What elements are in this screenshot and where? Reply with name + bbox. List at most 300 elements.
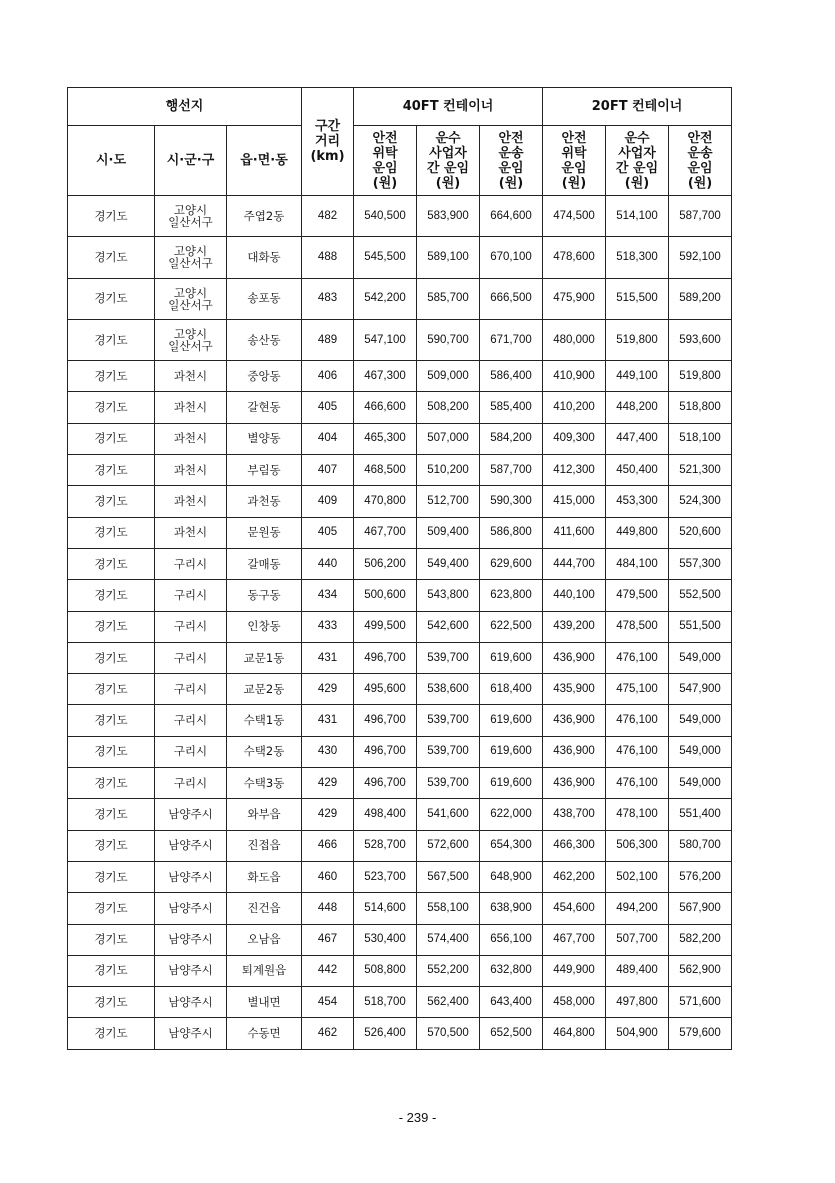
rate-40ft-consigned-cell: 498,400 bbox=[354, 799, 417, 830]
rate-40ft-consigned-cell: 467,700 bbox=[354, 517, 417, 548]
rate-20ft-consigned-cell: 439,200 bbox=[543, 611, 606, 642]
header-20ft-carrier-rate: 운수 사업자 간 운임 (원) bbox=[606, 126, 669, 196]
table-body bbox=[68, 196, 732, 1050]
table-row bbox=[68, 196, 732, 237]
rate-40ft-carrier-cell: 589,100 bbox=[417, 237, 480, 278]
sido-cell: 경기도 bbox=[68, 861, 155, 892]
rate-40ft-carrier-cell: 572,600 bbox=[417, 830, 480, 861]
sido-cell: 경기도 bbox=[68, 611, 155, 642]
rate-40ft-safety-cell: 619,600 bbox=[480, 736, 543, 767]
header-40ft-group: 40FT 컨테이너 bbox=[354, 88, 543, 126]
header-eup-myeon-dong: 읍·면·동 bbox=[227, 126, 302, 196]
rate-20ft-safety-cell: 519,800 bbox=[669, 361, 732, 392]
rate-20ft-consigned-cell: 436,900 bbox=[543, 642, 606, 673]
rate-20ft-consigned-cell: 474,500 bbox=[543, 196, 606, 237]
rate-40ft-safety-cell: 590,300 bbox=[480, 486, 543, 517]
rate-20ft-safety-cell: 567,900 bbox=[669, 893, 732, 924]
rate-40ft-carrier-cell: 549,400 bbox=[417, 548, 480, 579]
header-40ft-carrier-rate: 운수 사업자 간 운임 (원) bbox=[417, 126, 480, 196]
rate-40ft-consigned-cell: 526,400 bbox=[354, 1018, 417, 1049]
rate-20ft-safety-cell: 589,200 bbox=[669, 278, 732, 319]
header-20ft-consigned-rate: 안전 위탁 운임 (원) bbox=[543, 126, 606, 196]
rate-20ft-carrier-cell: 479,500 bbox=[606, 580, 669, 611]
rate-20ft-consigned-cell: 436,900 bbox=[543, 768, 606, 799]
rate-40ft-consigned-cell: 518,700 bbox=[354, 987, 417, 1018]
distance-cell: 489 bbox=[302, 319, 354, 360]
dong-cell: 교문1동 bbox=[227, 642, 302, 673]
sido-cell: 경기도 bbox=[68, 987, 155, 1018]
sigungu-cell: 구리시 bbox=[155, 705, 227, 736]
dong-cell: 주엽2동 bbox=[227, 196, 302, 237]
rate-40ft-safety-cell: 586,400 bbox=[480, 361, 543, 392]
rate-40ft-consigned-cell: 547,100 bbox=[354, 319, 417, 360]
rate-20ft-consigned-cell: 458,000 bbox=[543, 987, 606, 1018]
rate-20ft-safety-cell: 547,900 bbox=[669, 674, 732, 705]
sido-cell: 경기도 bbox=[68, 830, 155, 861]
dong-cell: 별내면 bbox=[227, 987, 302, 1018]
rate-40ft-carrier-cell: 562,400 bbox=[417, 987, 480, 1018]
rate-40ft-carrier-cell: 507,000 bbox=[417, 423, 480, 454]
rate-20ft-safety-cell: 520,600 bbox=[669, 517, 732, 548]
table-row bbox=[68, 799, 732, 830]
rate-40ft-consigned-cell: 468,500 bbox=[354, 455, 417, 486]
dong-cell: 오남읍 bbox=[227, 924, 302, 955]
rate-40ft-carrier-cell: 538,600 bbox=[417, 674, 480, 705]
rate-20ft-carrier-cell: 448,200 bbox=[606, 392, 669, 423]
rate-20ft-consigned-cell: 410,200 bbox=[543, 392, 606, 423]
rate-20ft-carrier-cell: 507,700 bbox=[606, 924, 669, 955]
rate-40ft-carrier-cell: 552,200 bbox=[417, 955, 480, 986]
distance-cell: 442 bbox=[302, 955, 354, 986]
dong-cell: 수택3동 bbox=[227, 768, 302, 799]
header-20ft-safety-rate: 안전 운송 운임 (원) bbox=[669, 126, 732, 196]
rate-40ft-safety-cell: 654,300 bbox=[480, 830, 543, 861]
rate-40ft-carrier-cell: 510,200 bbox=[417, 455, 480, 486]
sido-cell: 경기도 bbox=[68, 517, 155, 548]
rate-40ft-safety-cell: 632,800 bbox=[480, 955, 543, 986]
rate-40ft-carrier-cell: 509,400 bbox=[417, 517, 480, 548]
sigungu-cell: 과천시 bbox=[155, 455, 227, 486]
rate-40ft-consigned-cell: 506,200 bbox=[354, 548, 417, 579]
rate-40ft-consigned-cell: 465,300 bbox=[354, 423, 417, 454]
rate-40ft-safety-cell: 619,600 bbox=[480, 705, 543, 736]
rate-40ft-carrier-cell: 574,400 bbox=[417, 924, 480, 955]
rate-40ft-consigned-cell: 530,400 bbox=[354, 924, 417, 955]
sigungu-cell: 과천시 bbox=[155, 392, 227, 423]
sigungu-cell: 구리시 bbox=[155, 611, 227, 642]
rate-20ft-consigned-cell: 444,700 bbox=[543, 548, 606, 579]
table-row bbox=[68, 278, 732, 319]
rate-40ft-carrier-cell: 508,200 bbox=[417, 392, 480, 423]
sigungu-cell: 남양주시 bbox=[155, 861, 227, 892]
rate-40ft-consigned-cell: 496,700 bbox=[354, 705, 417, 736]
rate-20ft-carrier-cell: 476,100 bbox=[606, 768, 669, 799]
rate-20ft-carrier-cell: 506,300 bbox=[606, 830, 669, 861]
dong-cell: 대화동 bbox=[227, 237, 302, 278]
dong-cell: 교문2동 bbox=[227, 674, 302, 705]
rate-20ft-safety-cell: 549,000 bbox=[669, 736, 732, 767]
sigungu-cell: 남양주시 bbox=[155, 987, 227, 1018]
dong-cell: 송포동 bbox=[227, 278, 302, 319]
rate-40ft-carrier-cell: 539,700 bbox=[417, 642, 480, 673]
sido-cell: 경기도 bbox=[68, 486, 155, 517]
sido-cell: 경기도 bbox=[68, 736, 155, 767]
table-row bbox=[68, 893, 732, 924]
rate-20ft-consigned-cell: 410,900 bbox=[543, 361, 606, 392]
rate-40ft-consigned-cell: 528,700 bbox=[354, 830, 417, 861]
dong-cell: 갈현동 bbox=[227, 392, 302, 423]
rate-20ft-safety-cell: 571,600 bbox=[669, 987, 732, 1018]
distance-cell: 466 bbox=[302, 830, 354, 861]
rate-40ft-safety-cell: 619,600 bbox=[480, 768, 543, 799]
rate-20ft-safety-cell: 549,000 bbox=[669, 768, 732, 799]
dong-cell: 수택2동 bbox=[227, 736, 302, 767]
rate-40ft-safety-cell: 671,700 bbox=[480, 319, 543, 360]
distance-cell: 407 bbox=[302, 455, 354, 486]
sido-cell: 경기도 bbox=[68, 548, 155, 579]
distance-cell: 454 bbox=[302, 987, 354, 1018]
sido-cell: 경기도 bbox=[68, 768, 155, 799]
header-distance: 구간 거리 (km) bbox=[302, 88, 354, 196]
sigungu-cell: 고양시 일산서구 bbox=[155, 237, 227, 278]
rate-40ft-carrier-cell: 567,500 bbox=[417, 861, 480, 892]
rate-20ft-consigned-cell: 449,900 bbox=[543, 955, 606, 986]
header-sigungu: 시·군·구 bbox=[155, 126, 227, 196]
rate-40ft-safety-cell: 619,600 bbox=[480, 642, 543, 673]
dong-cell: 수동면 bbox=[227, 1018, 302, 1049]
dong-cell: 과천동 bbox=[227, 486, 302, 517]
rate-20ft-consigned-cell: 411,600 bbox=[543, 517, 606, 548]
rate-20ft-safety-cell: 549,000 bbox=[669, 705, 732, 736]
header-row-2 bbox=[68, 126, 732, 196]
rate-40ft-safety-cell: 587,700 bbox=[480, 455, 543, 486]
rate-20ft-carrier-cell: 514,100 bbox=[606, 196, 669, 237]
distance-cell: 430 bbox=[302, 736, 354, 767]
rate-40ft-safety-cell: 584,200 bbox=[480, 423, 543, 454]
sigungu-cell: 고양시 일산서구 bbox=[155, 278, 227, 319]
sigungu-cell: 과천시 bbox=[155, 517, 227, 548]
rate-20ft-safety-cell: 579,600 bbox=[669, 1018, 732, 1049]
distance-cell: 467 bbox=[302, 924, 354, 955]
rate-20ft-consigned-cell: 475,900 bbox=[543, 278, 606, 319]
rate-20ft-safety-cell: 593,600 bbox=[669, 319, 732, 360]
sigungu-cell: 구리시 bbox=[155, 642, 227, 673]
rate-20ft-consigned-cell: 462,200 bbox=[543, 861, 606, 892]
rate-40ft-safety-cell: 643,400 bbox=[480, 987, 543, 1018]
rate-40ft-carrier-cell: 539,700 bbox=[417, 705, 480, 736]
header-40ft-consigned-rate: 안전 위탁 운임 (원) bbox=[354, 126, 417, 196]
sido-cell: 경기도 bbox=[68, 196, 155, 237]
rate-20ft-carrier-cell: 476,100 bbox=[606, 705, 669, 736]
rate-20ft-consigned-cell: 464,800 bbox=[543, 1018, 606, 1049]
table-row bbox=[68, 642, 732, 673]
header-sido: 시·도 bbox=[68, 126, 155, 196]
rate-20ft-safety-cell: 551,500 bbox=[669, 611, 732, 642]
rate-40ft-carrier-cell: 541,600 bbox=[417, 799, 480, 830]
rate-40ft-safety-cell: 586,800 bbox=[480, 517, 543, 548]
dong-cell: 진건읍 bbox=[227, 893, 302, 924]
rate-20ft-carrier-cell: 494,200 bbox=[606, 893, 669, 924]
rate-20ft-carrier-cell: 484,100 bbox=[606, 548, 669, 579]
sigungu-cell: 구리시 bbox=[155, 768, 227, 799]
distance-cell: 404 bbox=[302, 423, 354, 454]
distance-cell: 429 bbox=[302, 674, 354, 705]
table-row bbox=[68, 361, 732, 392]
sido-cell: 경기도 bbox=[68, 423, 155, 454]
sigungu-cell: 남양주시 bbox=[155, 799, 227, 830]
rate-40ft-safety-cell: 629,600 bbox=[480, 548, 543, 579]
rate-20ft-carrier-cell: 449,800 bbox=[606, 517, 669, 548]
rate-20ft-safety-cell: 576,200 bbox=[669, 861, 732, 892]
distance-cell: 460 bbox=[302, 861, 354, 892]
dong-cell: 화도읍 bbox=[227, 861, 302, 892]
sigungu-cell: 고양시 일산서구 bbox=[155, 319, 227, 360]
rate-20ft-carrier-cell: 475,100 bbox=[606, 674, 669, 705]
rate-20ft-consigned-cell: 438,700 bbox=[543, 799, 606, 830]
rate-40ft-consigned-cell: 545,500 bbox=[354, 237, 417, 278]
table-row bbox=[68, 517, 732, 548]
table-row bbox=[68, 768, 732, 799]
rate-20ft-carrier-cell: 518,300 bbox=[606, 237, 669, 278]
rate-40ft-safety-cell: 670,100 bbox=[480, 237, 543, 278]
sido-cell: 경기도 bbox=[68, 237, 155, 278]
distance-cell: 405 bbox=[302, 392, 354, 423]
rate-20ft-safety-cell: 521,300 bbox=[669, 455, 732, 486]
rate-20ft-carrier-cell: 449,100 bbox=[606, 361, 669, 392]
table-row bbox=[68, 455, 732, 486]
dong-cell: 수택1동 bbox=[227, 705, 302, 736]
rate-40ft-carrier-cell: 558,100 bbox=[417, 893, 480, 924]
rate-20ft-safety-cell: 518,800 bbox=[669, 392, 732, 423]
table-row bbox=[68, 486, 732, 517]
rate-20ft-carrier-cell: 476,100 bbox=[606, 642, 669, 673]
sido-cell: 경기도 bbox=[68, 642, 155, 673]
sigungu-cell: 구리시 bbox=[155, 736, 227, 767]
distance-cell: 431 bbox=[302, 705, 354, 736]
table-row bbox=[68, 392, 732, 423]
rate-40ft-consigned-cell: 523,700 bbox=[354, 861, 417, 892]
dong-cell: 퇴계원읍 bbox=[227, 955, 302, 986]
distance-cell: 462 bbox=[302, 1018, 354, 1049]
table-row bbox=[68, 705, 732, 736]
rate-20ft-safety-cell: 518,100 bbox=[669, 423, 732, 454]
table-row bbox=[68, 319, 732, 360]
rate-40ft-safety-cell: 648,900 bbox=[480, 861, 543, 892]
distance-cell: 440 bbox=[302, 548, 354, 579]
sido-cell: 경기도 bbox=[68, 361, 155, 392]
rate-40ft-consigned-cell: 466,600 bbox=[354, 392, 417, 423]
rate-20ft-carrier-cell: 478,100 bbox=[606, 799, 669, 830]
sigungu-cell: 남양주시 bbox=[155, 955, 227, 986]
sido-cell: 경기도 bbox=[68, 705, 155, 736]
table-row bbox=[68, 423, 732, 454]
rate-20ft-carrier-cell: 476,100 bbox=[606, 736, 669, 767]
rate-20ft-carrier-cell: 453,300 bbox=[606, 486, 669, 517]
rate-40ft-consigned-cell: 500,600 bbox=[354, 580, 417, 611]
rate-20ft-safety-cell: 551,400 bbox=[669, 799, 732, 830]
distance-cell: 483 bbox=[302, 278, 354, 319]
header-row-1 bbox=[68, 88, 732, 126]
rate-40ft-consigned-cell: 470,800 bbox=[354, 486, 417, 517]
sido-cell: 경기도 bbox=[68, 799, 155, 830]
rate-20ft-safety-cell: 552,500 bbox=[669, 580, 732, 611]
rate-40ft-consigned-cell: 496,700 bbox=[354, 768, 417, 799]
table-row bbox=[68, 674, 732, 705]
rate-40ft-carrier-cell: 509,000 bbox=[417, 361, 480, 392]
rate-20ft-carrier-cell: 519,800 bbox=[606, 319, 669, 360]
rate-20ft-consigned-cell: 478,600 bbox=[543, 237, 606, 278]
header-20ft-group: 20FT 컨테이너 bbox=[543, 88, 732, 126]
sigungu-cell: 남양주시 bbox=[155, 1018, 227, 1049]
table-row bbox=[68, 237, 732, 278]
rate-40ft-safety-cell: 623,800 bbox=[480, 580, 543, 611]
rate-40ft-safety-cell: 622,500 bbox=[480, 611, 543, 642]
rate-40ft-carrier-cell: 539,700 bbox=[417, 736, 480, 767]
distance-cell: 406 bbox=[302, 361, 354, 392]
distance-cell: 431 bbox=[302, 642, 354, 673]
rate-20ft-safety-cell: 580,700 bbox=[669, 830, 732, 861]
rate-20ft-carrier-cell: 497,800 bbox=[606, 987, 669, 1018]
distance-cell: 409 bbox=[302, 486, 354, 517]
dong-cell: 부림동 bbox=[227, 455, 302, 486]
sido-cell: 경기도 bbox=[68, 455, 155, 486]
sido-cell: 경기도 bbox=[68, 278, 155, 319]
rate-40ft-consigned-cell: 496,700 bbox=[354, 736, 417, 767]
rate-20ft-consigned-cell: 435,900 bbox=[543, 674, 606, 705]
rate-20ft-carrier-cell: 478,500 bbox=[606, 611, 669, 642]
rate-20ft-consigned-cell: 466,300 bbox=[543, 830, 606, 861]
distance-cell: 448 bbox=[302, 893, 354, 924]
rate-40ft-consigned-cell: 467,300 bbox=[354, 361, 417, 392]
table-row bbox=[68, 736, 732, 767]
rate-40ft-safety-cell: 585,400 bbox=[480, 392, 543, 423]
sigungu-cell: 남양주시 bbox=[155, 830, 227, 861]
header-40ft-safety-rate: 안전 운송 운임 (원) bbox=[480, 126, 543, 196]
distance-cell: 488 bbox=[302, 237, 354, 278]
distance-cell: 434 bbox=[302, 580, 354, 611]
table-row bbox=[68, 987, 732, 1018]
sigungu-cell: 과천시 bbox=[155, 486, 227, 517]
sigungu-cell: 구리시 bbox=[155, 548, 227, 579]
rate-40ft-carrier-cell: 585,700 bbox=[417, 278, 480, 319]
rate-20ft-carrier-cell: 447,400 bbox=[606, 423, 669, 454]
sigungu-cell: 구리시 bbox=[155, 674, 227, 705]
dong-cell: 송산동 bbox=[227, 319, 302, 360]
table-row bbox=[68, 611, 732, 642]
rate-40ft-safety-cell: 622,000 bbox=[480, 799, 543, 830]
table-row bbox=[68, 861, 732, 892]
sigungu-cell: 구리시 bbox=[155, 580, 227, 611]
rate-40ft-safety-cell: 618,400 bbox=[480, 674, 543, 705]
rate-40ft-safety-cell: 656,100 bbox=[480, 924, 543, 955]
table-row bbox=[68, 1018, 732, 1049]
rate-40ft-consigned-cell: 496,700 bbox=[354, 642, 417, 673]
rate-40ft-safety-cell: 666,500 bbox=[480, 278, 543, 319]
rate-40ft-carrier-cell: 542,600 bbox=[417, 611, 480, 642]
sido-cell: 경기도 bbox=[68, 955, 155, 986]
rate-20ft-consigned-cell: 409,300 bbox=[543, 423, 606, 454]
rate-20ft-consigned-cell: 467,700 bbox=[543, 924, 606, 955]
rate-40ft-carrier-cell: 512,700 bbox=[417, 486, 480, 517]
sido-cell: 경기도 bbox=[68, 924, 155, 955]
rate-40ft-carrier-cell: 590,700 bbox=[417, 319, 480, 360]
rate-40ft-carrier-cell: 539,700 bbox=[417, 768, 480, 799]
sigungu-cell: 고양시 일산서구 bbox=[155, 196, 227, 237]
freight-rate-table bbox=[67, 87, 732, 1050]
rate-20ft-safety-cell: 524,300 bbox=[669, 486, 732, 517]
dong-cell: 인창동 bbox=[227, 611, 302, 642]
table-row bbox=[68, 830, 732, 861]
rate-20ft-consigned-cell: 415,000 bbox=[543, 486, 606, 517]
rate-20ft-consigned-cell: 412,300 bbox=[543, 455, 606, 486]
rate-20ft-consigned-cell: 480,000 bbox=[543, 319, 606, 360]
rate-20ft-carrier-cell: 515,500 bbox=[606, 278, 669, 319]
rate-40ft-safety-cell: 664,600 bbox=[480, 196, 543, 237]
rate-40ft-consigned-cell: 495,600 bbox=[354, 674, 417, 705]
rate-20ft-consigned-cell: 436,900 bbox=[543, 705, 606, 736]
sigungu-cell: 과천시 bbox=[155, 423, 227, 454]
rate-20ft-safety-cell: 582,200 bbox=[669, 924, 732, 955]
rate-20ft-safety-cell: 549,000 bbox=[669, 642, 732, 673]
sido-cell: 경기도 bbox=[68, 392, 155, 423]
rate-40ft-consigned-cell: 499,500 bbox=[354, 611, 417, 642]
table-row bbox=[68, 548, 732, 579]
sigungu-cell: 남양주시 bbox=[155, 893, 227, 924]
rate-20ft-safety-cell: 587,700 bbox=[669, 196, 732, 237]
header-region: 행선지 bbox=[68, 88, 302, 126]
page-number: - 239 - bbox=[398, 1110, 437, 1125]
rate-40ft-consigned-cell: 542,200 bbox=[354, 278, 417, 319]
rate-20ft-carrier-cell: 502,100 bbox=[606, 861, 669, 892]
dong-cell: 문원동 bbox=[227, 517, 302, 548]
dong-cell: 동구동 bbox=[227, 580, 302, 611]
rate-20ft-carrier-cell: 450,400 bbox=[606, 455, 669, 486]
rate-20ft-carrier-cell: 489,400 bbox=[606, 955, 669, 986]
rate-40ft-carrier-cell: 583,900 bbox=[417, 196, 480, 237]
sido-cell: 경기도 bbox=[68, 319, 155, 360]
distance-cell: 429 bbox=[302, 799, 354, 830]
rate-40ft-safety-cell: 638,900 bbox=[480, 893, 543, 924]
distance-cell: 429 bbox=[302, 768, 354, 799]
rate-40ft-carrier-cell: 570,500 bbox=[417, 1018, 480, 1049]
table-row bbox=[68, 924, 732, 955]
rate-20ft-carrier-cell: 504,900 bbox=[606, 1018, 669, 1049]
sido-cell: 경기도 bbox=[68, 580, 155, 611]
rate-20ft-safety-cell: 562,900 bbox=[669, 955, 732, 986]
sigungu-cell: 과천시 bbox=[155, 361, 227, 392]
rate-20ft-consigned-cell: 440,100 bbox=[543, 580, 606, 611]
sido-cell: 경기도 bbox=[68, 1018, 155, 1049]
sido-cell: 경기도 bbox=[68, 674, 155, 705]
dong-cell: 갈매동 bbox=[227, 548, 302, 579]
sido-cell: 경기도 bbox=[68, 893, 155, 924]
table-row bbox=[68, 955, 732, 986]
distance-cell: 433 bbox=[302, 611, 354, 642]
sigungu-cell: 남양주시 bbox=[155, 924, 227, 955]
dong-cell: 진접읍 bbox=[227, 830, 302, 861]
rate-20ft-consigned-cell: 436,900 bbox=[543, 736, 606, 767]
dong-cell: 별양동 bbox=[227, 423, 302, 454]
rate-20ft-safety-cell: 557,300 bbox=[669, 548, 732, 579]
table-row bbox=[68, 580, 732, 611]
rate-40ft-consigned-cell: 540,500 bbox=[354, 196, 417, 237]
rate-40ft-consigned-cell: 514,600 bbox=[354, 893, 417, 924]
rate-40ft-safety-cell: 652,500 bbox=[480, 1018, 543, 1049]
rate-40ft-consigned-cell: 508,800 bbox=[354, 955, 417, 986]
rate-20ft-consigned-cell: 454,600 bbox=[543, 893, 606, 924]
distance-cell: 482 bbox=[302, 196, 354, 237]
distance-cell: 405 bbox=[302, 517, 354, 548]
